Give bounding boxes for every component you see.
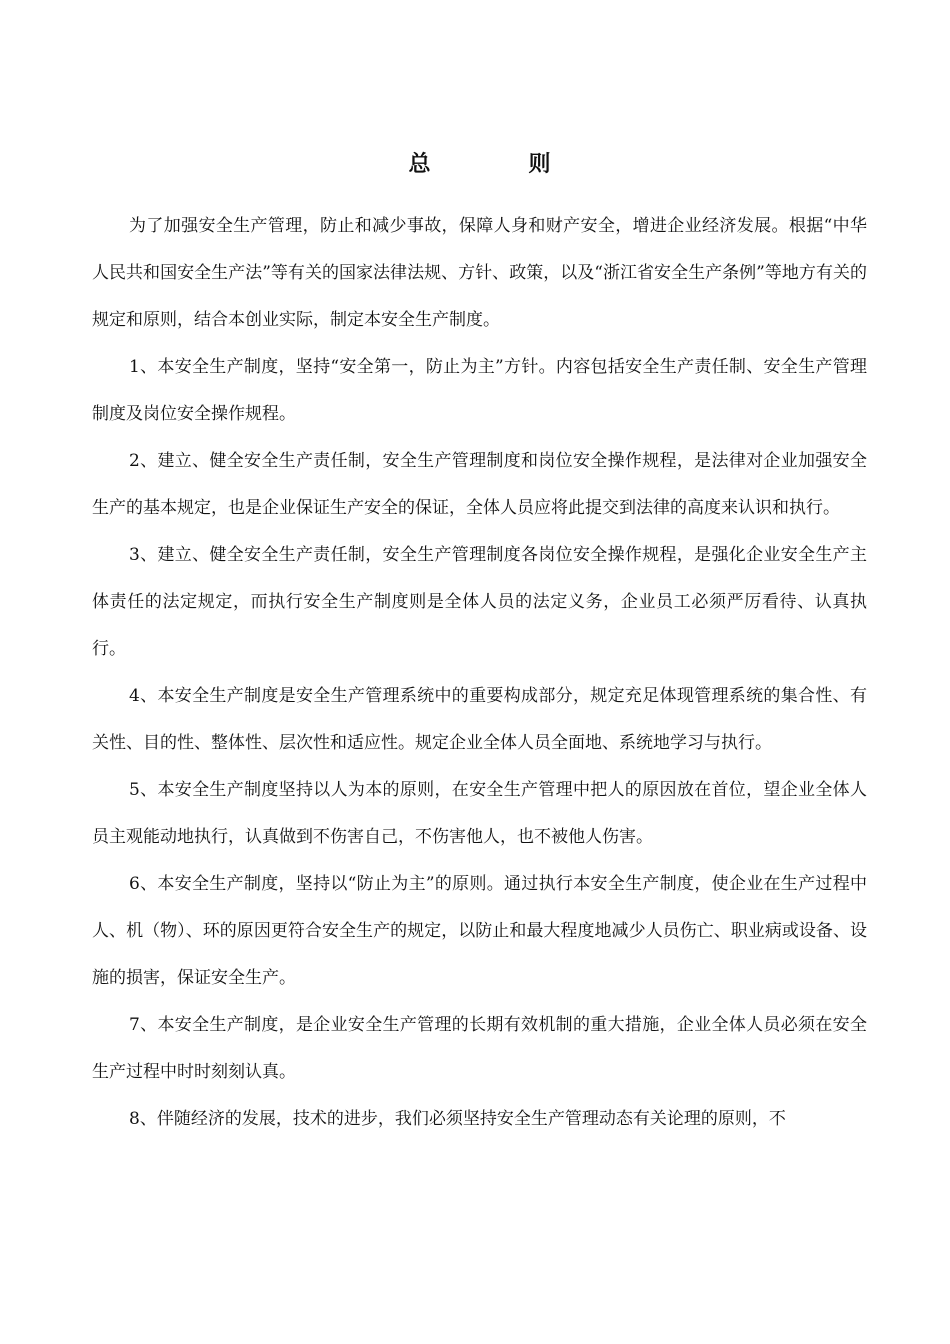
paragraph-8: 8、伴随经济的发展，技术的进步，我们必须坚持安全生产管理动态有关论理的原则，不 <box>129 1109 786 1129</box>
paragraph-4: 4、本安全生产制度是安全生产管理系统中的重要构成部分，规定充足体现管理系统的集合性、有关性、目的性、整体性、层次性和适应性。规定企业全体人员全面地、系统地学习与执行。 <box>92 686 867 753</box>
document-body <box>92 203 867 1143</box>
paragraph-5: 5、本安全生产制度坚持以人为本的原则，在安全生产管理中把人的原因放在首位，望企业全体人员主观能动地执行，认真做到不伤害自己，不伤害他人，也不被他人伤害。 <box>92 780 867 847</box>
paragraph-2: 2、建立、健全安全生产责任制，安全生产管理制度和岗位安全操作规程，是法律对企业加强安全生产的基本规定，也是企业保证生产安全的保证，全体人员应将此提交到法律的高度来认识和执行。 <box>92 451 867 518</box>
paragraph-1: 1、本安全生产制度，坚持“安全第一，防止为主”方针。内容包括安全生产责任制、安全生产管理制度及岗位安全操作规程。 <box>92 357 867 424</box>
paragraph-6: 6、本安全生产制度，坚持以“防止为主”的原则。通过执行本安全生产制度，使企业在生产过程中人、机（物）、环的原因更符合安全生产的规定，以防止和最大程度地减少人员伤亡、职业病或设备、设施的损害，保证安全生产。 <box>92 874 867 988</box>
paragraph-3: 3、建立、健全安全生产责任制，安全生产管理制度各岗位安全操作规程，是强化企业安全生产主体责任的法定规定，而执行安全生产制度则是全体人员的法定义务，企业员工必须严厉看待、认真执行。 <box>92 545 867 659</box>
paragraph-7: 7、本安全生产制度，是企业安全生产管理的长期有效机制的重大措施，企业全体人员必须在安全生产过程中时时刻刻认真。 <box>92 1015 867 1082</box>
paragraph-intro: 为了加强安全生产管理，防止和减少事故，保障人身和财产安全，增进企业经济发展。根据“中华人民共和国安全生产法”等有关的国家法律法规、方针、政策，以及“浙江省安全生产条例”等地方有关的规定和原则，结合本创业实际，制定本安全生产制度。 <box>92 216 867 330</box>
document-title: 总 则 <box>408 152 589 177</box>
